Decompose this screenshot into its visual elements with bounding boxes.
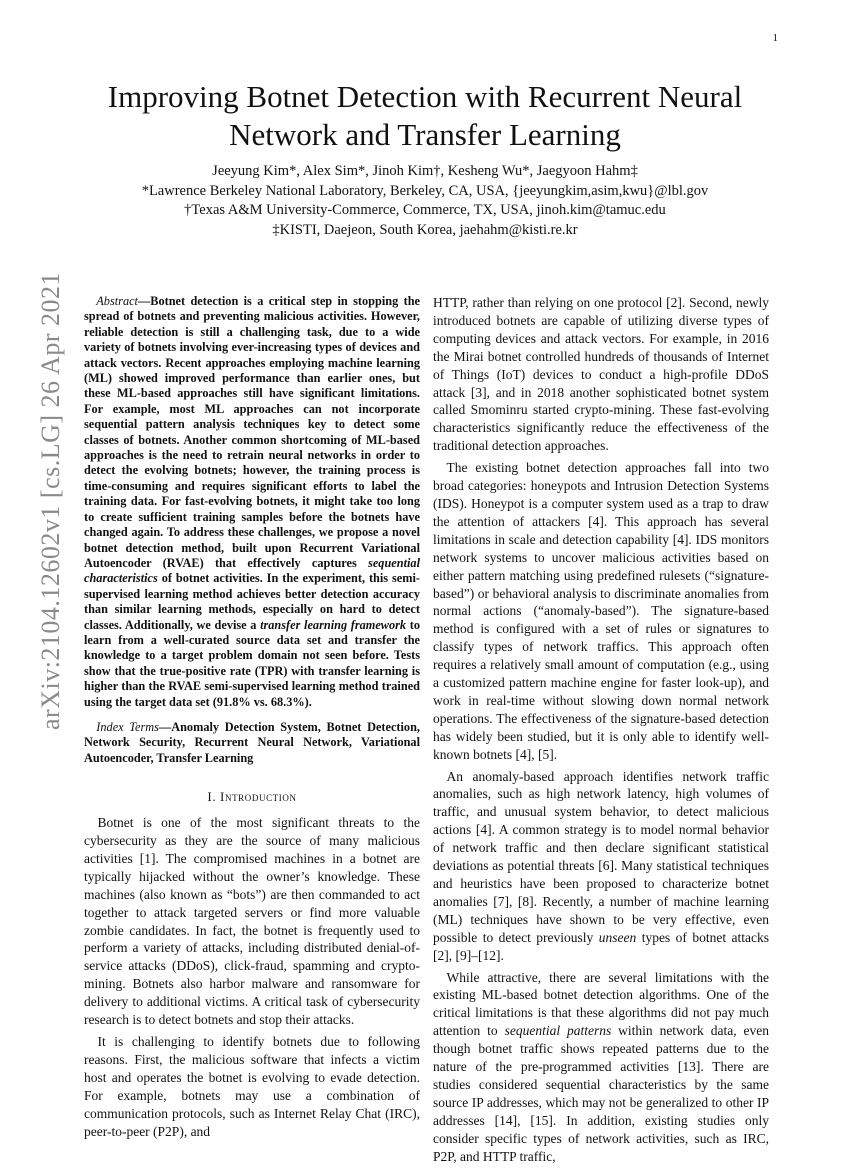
arxiv-side-stamp: arXiv:2104.12602v1 [cs.LG] 26 Apr 2021 — [36, 271, 65, 730]
abstract-dash: — — [137, 294, 151, 308]
title-line-1: Improving Botnet Detection with Recurrent Neural — [107, 79, 743, 114]
section-title: Introduction — [220, 789, 297, 805]
intro-paragraph-5 — [433, 768, 769, 965]
affiliation-lbl: *Lawrence Berkeley National Laboratory, Berkeley, CA, USA, {jeeyungkim,asim,kwu}@lbl.gov — [141, 182, 709, 199]
intro-paragraph-6-italic: sequential patterns — [504, 1023, 612, 1039]
intro-paragraph-6-text-2: within network data, even though botnet traffic shows repeated patterns due to the nature of the pre-programmed activities [13]. There are studies considered sequential characteristics by the same source IP addresses, which may not be generalized to other IP addresses [14], [15]. In addition, existing studies only consider specific types of network activities, such as IRC, P2P, and HTTP traffic, — [433, 1023, 769, 1164]
intro-paragraph-6-text-1: While attractive, there are several limitations with the existing ML-based botnet detection algorithms. One of the critical limitations is that these algorithms did not pay much attention to — [433, 969, 769, 1039]
index-terms-label: Index Terms — [96, 719, 159, 734]
paper-title — [60, 78, 790, 154]
intro-paragraph-6 — [433, 969, 769, 1166]
section-heading-introduction — [84, 788, 420, 806]
abstract-italic-1: sequential characteristics — [84, 555, 420, 586]
page-number: 1 — [772, 32, 778, 44]
section-numeral: I. — [207, 789, 221, 805]
affiliation-tamuc: †Texas A&M University-Commerce, Commerce, TX, USA, jinoh.kim@tamuc.edu — [184, 202, 666, 218]
affiliation-kisti: ‡KISTI, Daejeon, South Korea, jaehahm@kisti.re.kr — [272, 221, 578, 238]
author-block — [60, 162, 790, 240]
abstract-label: Abstract — [96, 294, 138, 308]
intro-paragraph-5-italic: unseen — [598, 929, 637, 945]
abstract-italic-2: transfer learning framework — [260, 617, 407, 632]
right-column — [433, 294, 769, 1170]
intro-paragraph-4: The existing botnet detection approaches fall into two broad categories: honeypots and Intrusion Detection Systems (IDS). Honeypot is a computer system used as a trap to draw the attention of attackers [4]. This approach has several limitations in scale and detection capability [4]. IDS monitors network systems to uncover malicious activities based on either pattern matching using predefined rulesets (“signature-based”) or behavioral analysis to discriminate anomalies from normal actions (“anomaly-based”). The signature-based method is configured with a set of rules or signatures to classify types of network traffics. This approach often requires a relatively small amount of computation (e.g., using a customized pattern machine engine for faster look-up), and work in real-time without slowing down normal network operations. The effectiveness of the signature-based detection has widely been studied, but it is only able to identify well-known botnets [4], [5]. — [433, 460, 769, 762]
intro-paragraph-3: HTTP, rather than relying on one protocol [2]. Second, newly introduced botnets are capable of utilizing diverse types of computing devices and attack vectors. For example, in 2016 the Mirai botnet controlled hundreds of thousands of Internet of Things (IoT) devices to conduct a high-profile DDoS attack [3], and in 2018 another sophisticated botnet system called Smominru started crypto-mining. These fast-evolving characteristics significantly reduce the effectiveness of the traditional detection approaches. — [433, 295, 769, 454]
abstract-text-3: to learn from a well-curated source data set and transfer the knowledge to a target problem domain not seen before. Tests show that the true-positive rate (TPR) with transfer learning is higher than the RVAE semi-supervised learning method trained using the target data set (91.8% vs. 68.3%). — [84, 617, 420, 709]
intro-paragraph-5-end: types of botnet attacks [2], [9]–[12]. — [433, 929, 769, 963]
index-terms-text: Anomaly Detection System, Botnet Detection, Network Security, Recurrent Neural Network, Variational Autoencoder, Transfer Learning — [84, 719, 420, 765]
index-terms-dash: — — [158, 719, 172, 734]
abstract-text-2: of botnet activities. In the experiment, this semi-supervised learning method achieves better detection accuracy than similar learning methods, especially on hard to detect classes. Additionally, we devise a — [84, 571, 420, 632]
index-terms — [84, 720, 420, 766]
intro-paragraph-1: Botnet is one of the most significant threats to the cybersecurity as they are the source of many malicious activities [1]. The compromised machines in a botnet are typically hijacked without the owner’s knowledge. These machines (also known as “bots”) are then commanded to act together to attack targeted servers or find more valuable zombie candidates. In fact, the botnet is frequently used to perform a variety of attacks, including distributed denial-of-service attacks (DDoS), click-fraud, spamming and crypto-mining. Botnets also harbor malware and ransomware for delivery to additional victims. A critical task of cybersecurity research is to detect botnets and stop their attacks. — [84, 815, 420, 1028]
abstract-text-1: Botnet detection is a critical step in stopping the spread of botnets and preventing malicious activities. However, reliable detection is still a challenging task, due to a wide variety of botnets involving ever-increasing types of devices and attack vectors. Recent approaches employing machine learning (ML) showed improved performance than earlier ones, but these ML-based approaches still have significant limitations. For example, most ML approaches can not incorporate sequential pattern analysis techniques key to detect some classes of botnets. Another common shortcoming of ML-based approaches is the need to retrain neural networks in order to detect the evolving botnets; however, the training process is time-consuming and requires significant efforts to label the training data. For fast-evolving botnets, it might take too long to create sufficient training samples before the botnets have changed again. To address these challenges, we propose a novel botnet detection method, built upon Recurrent Variational Autoencoder (RVAE) that effectively captures — [84, 294, 420, 570]
intro-paragraph-5-text: An anomaly-based approach identifies network traffic anomalies, such as high network latency, high volumes of traffic, and unusual system behavior, to detect malicious actions [4]. A common strategy is to model normal behavior of network traffic and then declare significant statistical deviations as potential threats [6]. Many statistical techniques and heuristics have been proposed to characterize botnet anomalies [7], [8]. Recently, a number of machine learning (ML) techniques have shown to be very effective, even possible to detect previously — [433, 768, 769, 945]
intro-paragraph-2: It is challenging to identify botnets due to following reasons. First, the malicious software that infects a victim host and operates the botnet is evolving to evade detection. For example, botnets may use a combination of communication protocols, such as Internet Relay Chat (IRC), peer-to-peer (P2P), and — [84, 1033, 420, 1139]
author-names: Jeeyung Kim*, Alex Sim*, Jinoh Kim†, Kesheng Wu*, Jaegyoon Hahm‡ — [212, 163, 638, 179]
abstract — [84, 294, 420, 710]
title-line-2: Network and Transfer Learning — [229, 117, 621, 152]
left-column — [84, 294, 420, 1144]
